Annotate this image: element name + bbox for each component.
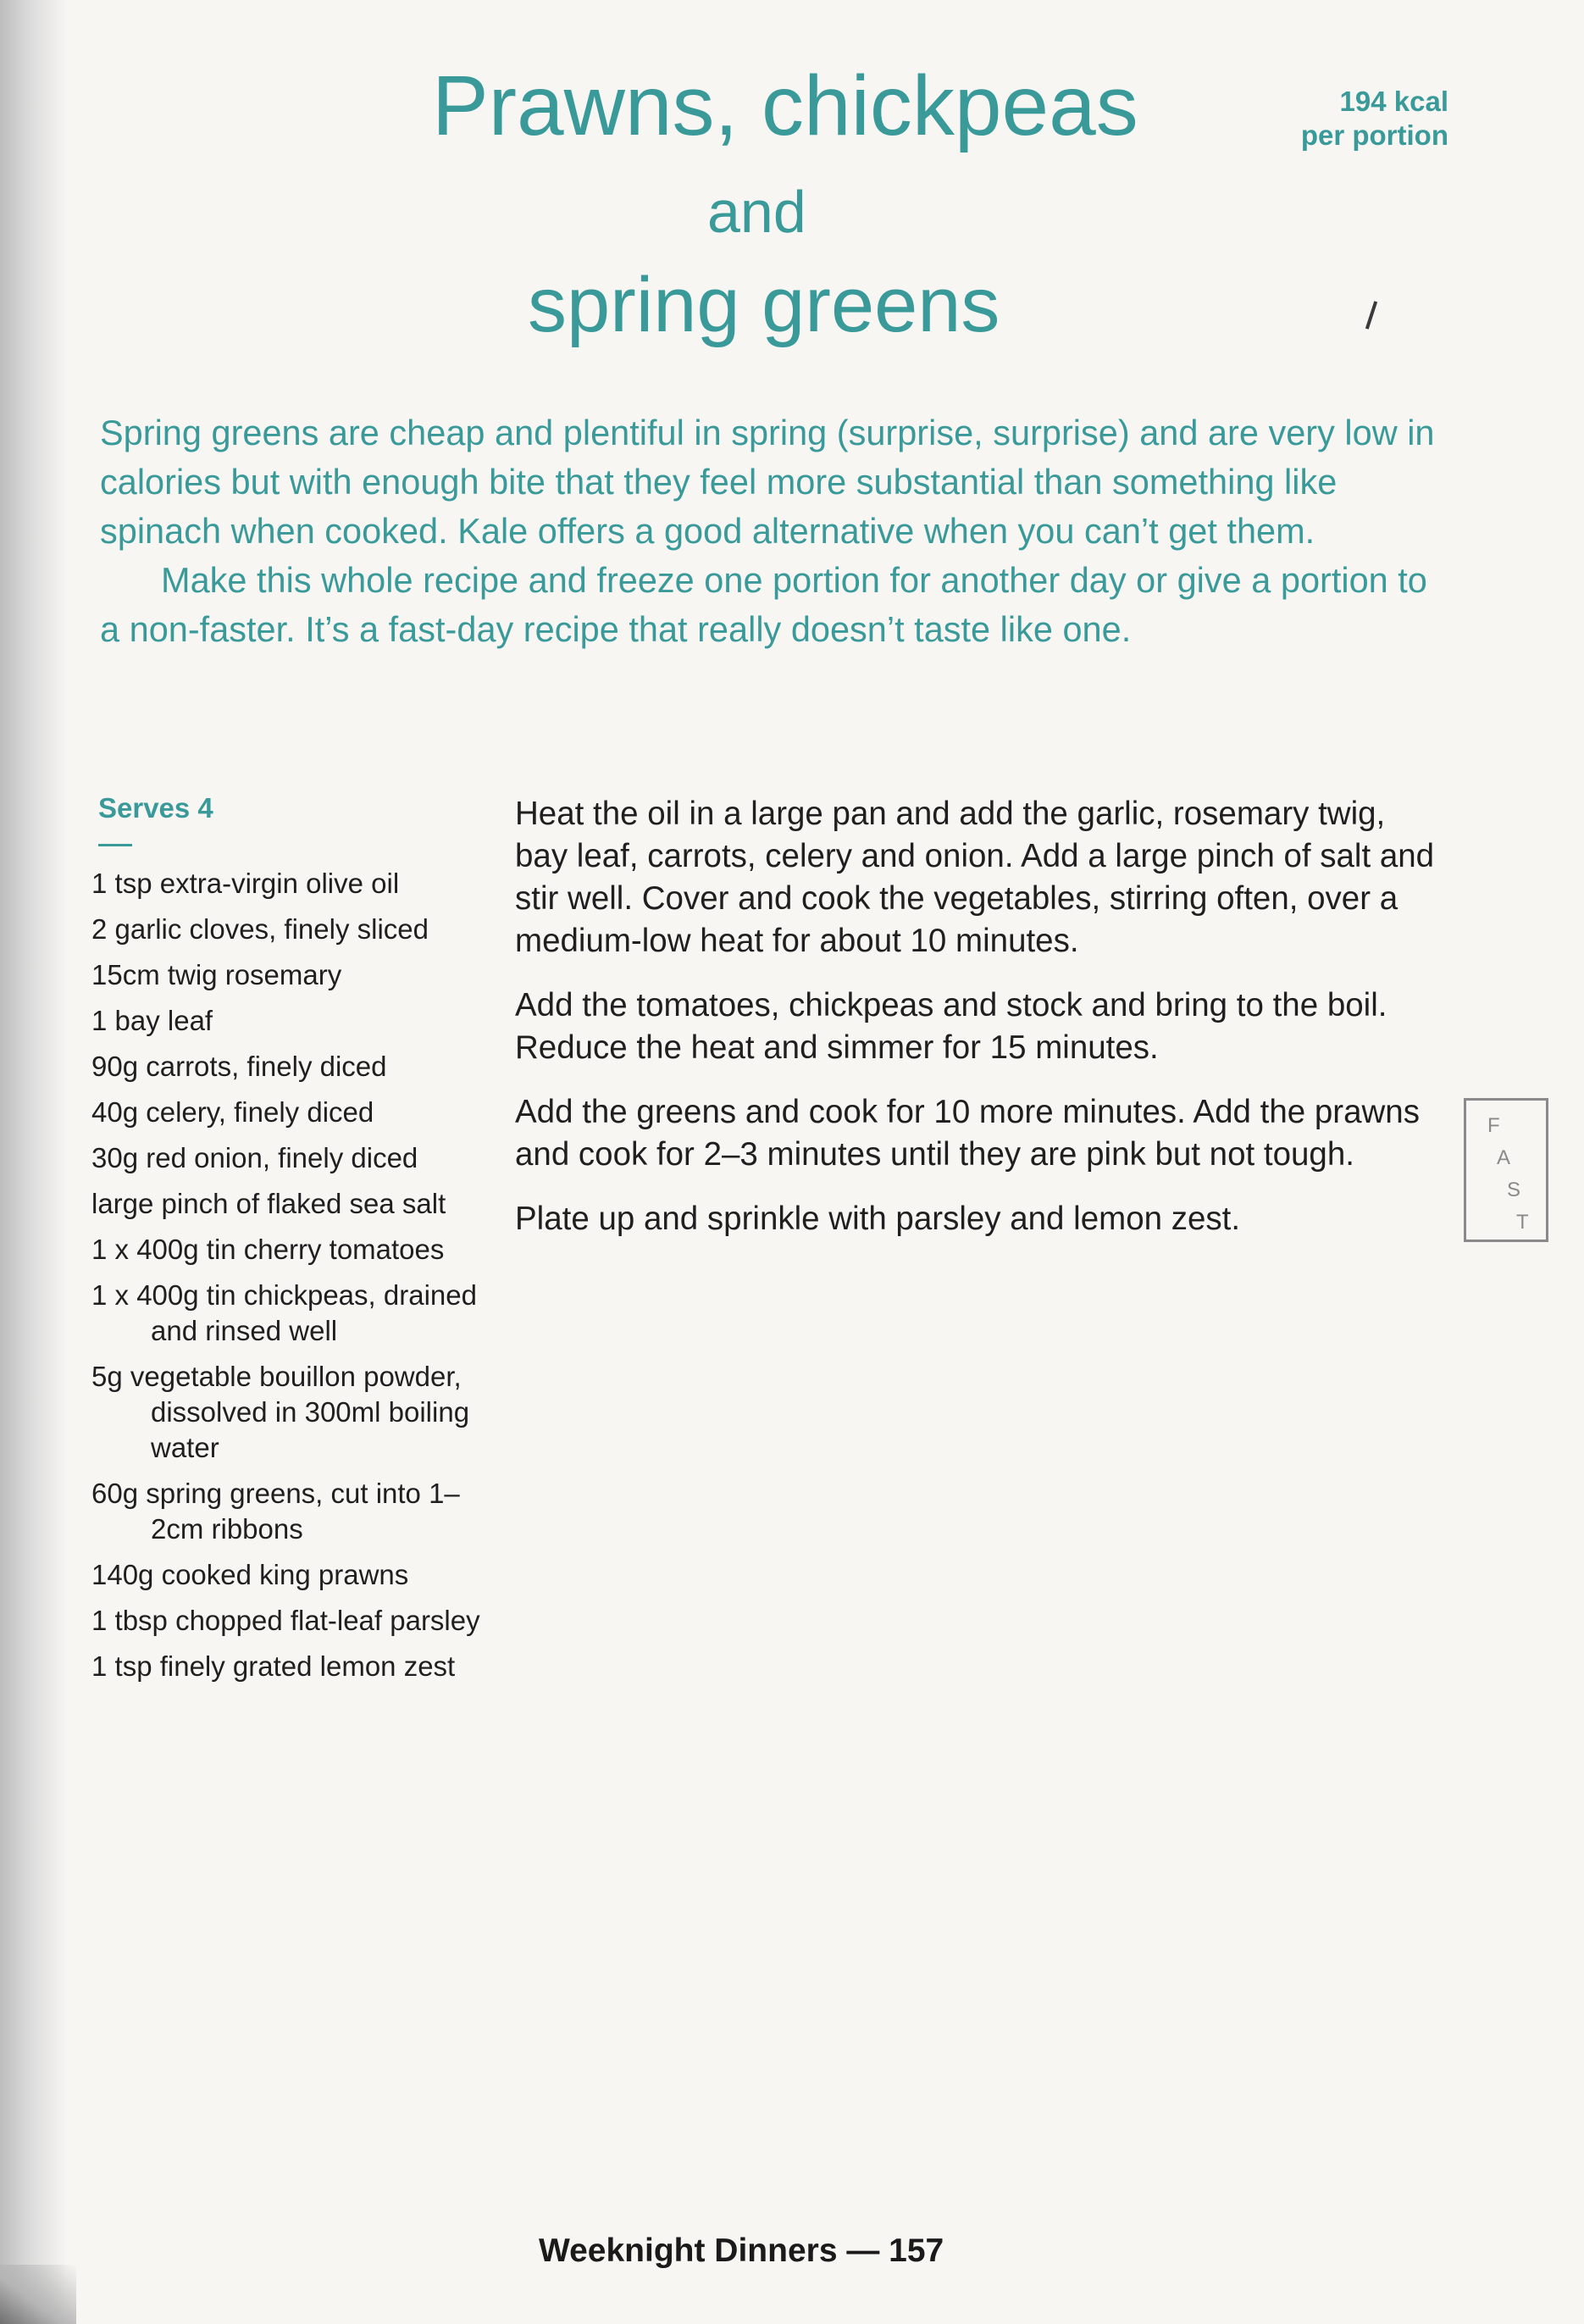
ingredient-item: 40g celery, finely diced — [91, 1096, 374, 1128]
recipe-title-line-1: Prawns, chickpeas — [432, 58, 1138, 153]
recipe-title-line-3: spring greens — [528, 262, 1000, 348]
ingredient-item: 1 x 400g tin chickpeas, drained and rinsed well — [91, 1279, 477, 1346]
pen-mark — [1365, 301, 1377, 330]
method-step: Heat the oil in a large pan and add the garlic, rosemary twig, bay leaf, carrots, celery and onion. Add a large pinch of salt and stir well. Cover and cook the vegetables, stirring often, over a medium-low heat for about 10 minutes. — [515, 796, 1435, 959]
ingredient-item: large pinch of flaked sea salt — [91, 1188, 446, 1219]
ingredient-item: 140g cooked king prawns — [91, 1559, 409, 1590]
ingredient-item: 1 tsp finely grated lemon zest — [91, 1650, 456, 1682]
serves-divider — [98, 844, 132, 846]
method-step: Add the greens and cook for 10 more minutes. Add the prawns and cook for 2–3 minutes until they are pink but not tough. — [515, 1094, 1420, 1173]
ingredient-item: 2 garlic cloves, finely sliced — [91, 913, 429, 945]
ingredient-item: 1 bay leaf — [91, 1005, 213, 1036]
ingredient-item: 1 x 400g tin cherry tomatoes — [91, 1234, 445, 1265]
ingredient-item: 90g carrots, finely diced — [91, 1051, 387, 1082]
kcal-value: 194 kcal — [1339, 86, 1448, 117]
fast-letter-t: T — [1516, 1211, 1529, 1234]
page-binding-shadow — [0, 0, 68, 2324]
method-steps — [515, 793, 1438, 1262]
recipe-introduction — [100, 408, 1438, 654]
fast-letter-f: F — [1487, 1114, 1500, 1137]
ingredient-item: 60g spring greens, cut into 1–2cm ribbons — [91, 1478, 460, 1545]
recipe-title-line-2: and — [707, 179, 806, 245]
fast-tab-badge — [1464, 1098, 1548, 1242]
page-footer: Weeknight Dinners — 157 — [539, 2232, 944, 2269]
intro-paragraph-2: Make this whole recipe and freeze one portion for another day or give a portion to a non-faster. It’s a fast-day recipe that really doesn’t taste like one. — [100, 560, 1427, 649]
kcal-unit: per portion — [1300, 119, 1448, 151]
page-corner-shadow — [0, 2265, 76, 2324]
ingredient-item: 1 tbsp chopped flat-leaf parsley — [91, 1605, 480, 1636]
ingredient-item: 5g vegetable bouillon powder, dissolved in 300ml boiling water — [91, 1361, 470, 1463]
serves-heading: Serves 4 — [98, 792, 213, 824]
ingredient-item: 30g red onion, finely diced — [91, 1142, 418, 1173]
fast-letter-a: A — [1497, 1146, 1511, 1169]
calorie-badge — [1237, 85, 1448, 153]
method-step: Add the tomatoes, chickpeas and stock and bring to the boil. Reduce the heat and simmer for 15 minutes. — [515, 987, 1387, 1066]
fast-letter-s: S — [1507, 1179, 1521, 1201]
intro-paragraph-1: Spring greens are cheap and plentiful in spring (surprise, surprise) and are very low in calories but with enough bite that they feel more substantial than something like spinach when cooked. Kale offers a good alternative when you can’t get them. — [100, 413, 1435, 551]
method-step: Plate up and sprinkle with parsley and lemon zest. — [515, 1201, 1241, 1237]
ingredient-list — [91, 866, 481, 1694]
ingredient-item: 15cm twig rosemary — [91, 959, 342, 990]
ingredient-item: 1 tsp extra-virgin olive oil — [91, 868, 400, 899]
